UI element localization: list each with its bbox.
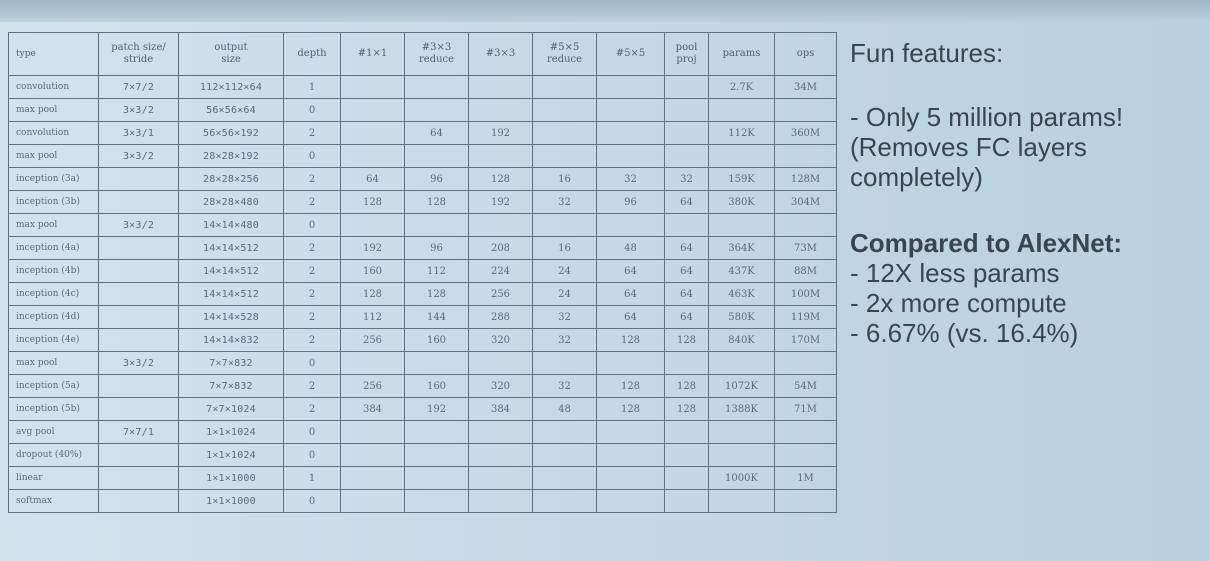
cell-5x5 xyxy=(597,76,665,99)
cell-output-size: 7×7×832 xyxy=(179,352,284,375)
cell-type: inception (5b) xyxy=(9,398,99,421)
cell-output-size: 1×1×1000 xyxy=(179,467,284,490)
cell-type: inception (3b) xyxy=(9,191,99,214)
cell-3x3 xyxy=(469,444,533,467)
cell-params: 1388K xyxy=(709,398,775,421)
notes-title: Fun features: xyxy=(850,38,1004,68)
cell-pool-proj: 64 xyxy=(665,306,709,329)
cell-1x1 xyxy=(341,352,405,375)
cell-params: 463K xyxy=(709,283,775,306)
cell-5x5 xyxy=(597,421,665,444)
table-row xyxy=(9,398,837,421)
cell-3x3-reduce: 160 xyxy=(405,375,469,398)
table-row xyxy=(9,260,837,283)
cell-output-size: 14×14×832 xyxy=(179,329,284,352)
cell-ops: 304M xyxy=(775,191,837,214)
cell-type: inception (4b) xyxy=(9,260,99,283)
cell-5x5 xyxy=(597,352,665,375)
cell-3x3-reduce xyxy=(405,145,469,168)
cell-depth: 1 xyxy=(284,467,341,490)
cell-1x1 xyxy=(341,145,405,168)
cell-5x5 xyxy=(597,145,665,168)
feature-line-3: completely) xyxy=(850,162,983,192)
cell-pool-proj xyxy=(665,421,709,444)
table-row xyxy=(9,329,837,352)
cell-1x1: 192 xyxy=(341,237,405,260)
cell-5x5-reduce xyxy=(533,467,597,490)
cell-depth: 0 xyxy=(284,352,341,375)
cell-type: inception (4d) xyxy=(9,306,99,329)
cell-3x3: 128 xyxy=(469,168,533,191)
cell-pool-proj xyxy=(665,352,709,375)
cell-3x3: 192 xyxy=(469,122,533,145)
cell-params: 159K xyxy=(709,168,775,191)
cell-5x5 xyxy=(597,490,665,513)
cell-depth: 2 xyxy=(284,191,341,214)
cell-pool-proj xyxy=(665,145,709,168)
cell-3x3-reduce xyxy=(405,444,469,467)
cell-1x1: 112 xyxy=(341,306,405,329)
cell-output-size: 1×1×1024 xyxy=(179,421,284,444)
cell-3x3: 192 xyxy=(469,191,533,214)
table-row xyxy=(9,99,837,122)
cell-pool-proj: 64 xyxy=(665,283,709,306)
cell-depth: 2 xyxy=(284,329,341,352)
header-pool-proj: pool proj xyxy=(665,33,709,76)
cell-output-size: 14×14×512 xyxy=(179,260,284,283)
cell-patch-size xyxy=(99,444,179,467)
notes-panel xyxy=(850,38,1202,348)
cell-5x5-reduce: 16 xyxy=(533,237,597,260)
cell-ops: 88M xyxy=(775,260,837,283)
table-row xyxy=(9,444,837,467)
cell-3x3: 320 xyxy=(469,375,533,398)
cell-1x1: 384 xyxy=(341,398,405,421)
cell-3x3 xyxy=(469,145,533,168)
cell-5x5-reduce xyxy=(533,444,597,467)
cell-type: softmax xyxy=(9,490,99,513)
table-row xyxy=(9,214,837,237)
cell-ops xyxy=(775,214,837,237)
header-depth: depth xyxy=(284,33,341,76)
cell-output-size: 14×14×512 xyxy=(179,283,284,306)
cell-pool-proj: 128 xyxy=(665,329,709,352)
cell-3x3-reduce: 112 xyxy=(405,260,469,283)
cell-type: inception (4c) xyxy=(9,283,99,306)
cell-5x5-reduce xyxy=(533,99,597,122)
cell-5x5-reduce: 24 xyxy=(533,283,597,306)
table-row xyxy=(9,283,837,306)
cell-depth: 0 xyxy=(284,99,341,122)
cell-params xyxy=(709,352,775,375)
cell-ops: 34M xyxy=(775,76,837,99)
cell-patch-size: 7×7/1 xyxy=(99,421,179,444)
compare-item-1: - 12X less params xyxy=(850,258,1060,288)
cell-3x3 xyxy=(469,214,533,237)
cell-1x1 xyxy=(341,421,405,444)
cell-5x5-reduce: 24 xyxy=(533,260,597,283)
cell-5x5: 128 xyxy=(597,375,665,398)
cell-1x1 xyxy=(341,467,405,490)
cell-ops: 119M xyxy=(775,306,837,329)
top-band xyxy=(0,0,1210,22)
table-row xyxy=(9,306,837,329)
table-row xyxy=(9,237,837,260)
cell-output-size: 7×7×1024 xyxy=(179,398,284,421)
cell-params: 1000K xyxy=(709,467,775,490)
cell-output-size: 28×28×256 xyxy=(179,168,284,191)
cell-3x3: 320 xyxy=(469,329,533,352)
cell-3x3: 288 xyxy=(469,306,533,329)
cell-1x1: 64 xyxy=(341,168,405,191)
cell-output-size: 14×14×480 xyxy=(179,214,284,237)
cell-5x5 xyxy=(597,122,665,145)
feature-line-1: - Only 5 million params! xyxy=(850,102,1124,132)
cell-5x5-reduce: 32 xyxy=(533,306,597,329)
cell-output-size: 28×28×192 xyxy=(179,145,284,168)
cell-3x3-reduce: 128 xyxy=(405,283,469,306)
cell-5x5-reduce: 32 xyxy=(533,375,597,398)
cell-5x5 xyxy=(597,444,665,467)
cell-patch-size: 3×3/1 xyxy=(99,122,179,145)
cell-params xyxy=(709,490,775,513)
cell-params xyxy=(709,421,775,444)
compare-item-3: - 6.67% (vs. 16.4%) xyxy=(850,318,1079,348)
cell-patch-size xyxy=(99,283,179,306)
cell-5x5 xyxy=(597,214,665,237)
table-row xyxy=(9,76,837,99)
cell-3x3-reduce: 192 xyxy=(405,398,469,421)
cell-patch-size: 3×3/2 xyxy=(99,99,179,122)
cell-pool-proj: 32 xyxy=(665,168,709,191)
cell-3x3-reduce xyxy=(405,490,469,513)
cell-ops xyxy=(775,490,837,513)
cell-1x1 xyxy=(341,490,405,513)
cell-pool-proj xyxy=(665,76,709,99)
table-row xyxy=(9,122,837,145)
cell-depth: 0 xyxy=(284,444,341,467)
cell-patch-size xyxy=(99,260,179,283)
cell-3x3-reduce xyxy=(405,467,469,490)
cell-params: 380K xyxy=(709,191,775,214)
cell-depth: 0 xyxy=(284,214,341,237)
cell-params xyxy=(709,145,775,168)
header-1x1: #1×1 xyxy=(341,33,405,76)
cell-params: 1072K xyxy=(709,375,775,398)
compare-item-2: - 2x more compute xyxy=(850,288,1067,318)
cell-5x5-reduce xyxy=(533,490,597,513)
table-row xyxy=(9,168,837,191)
header-patch-size: patch size/ stride xyxy=(99,33,179,76)
header-ops: ops xyxy=(775,33,837,76)
cell-output-size: 28×28×480 xyxy=(179,191,284,214)
header-output-size: output size xyxy=(179,33,284,76)
header-5x5: #5×5 xyxy=(597,33,665,76)
cell-ops: 170M xyxy=(775,329,837,352)
cell-patch-size: 3×3/2 xyxy=(99,352,179,375)
cell-5x5: 128 xyxy=(597,398,665,421)
cell-pool-proj: 128 xyxy=(665,398,709,421)
cell-3x3-reduce: 160 xyxy=(405,329,469,352)
googlenet-architecture-table-wrap xyxy=(8,32,838,518)
cell-patch-size xyxy=(99,191,179,214)
cell-patch-size xyxy=(99,329,179,352)
cell-3x3-reduce xyxy=(405,352,469,375)
cell-pool-proj: 64 xyxy=(665,260,709,283)
cell-depth: 0 xyxy=(284,490,341,513)
table-row xyxy=(9,421,837,444)
cell-3x3-reduce xyxy=(405,99,469,122)
cell-3x3 xyxy=(469,76,533,99)
cell-3x3 xyxy=(469,490,533,513)
cell-5x5-reduce xyxy=(533,352,597,375)
cell-depth: 2 xyxy=(284,283,341,306)
cell-1x1 xyxy=(341,122,405,145)
cell-params: 364K xyxy=(709,237,775,260)
cell-3x3 xyxy=(469,421,533,444)
cell-params xyxy=(709,444,775,467)
cell-5x5-reduce: 32 xyxy=(533,329,597,352)
cell-pool-proj xyxy=(665,122,709,145)
cell-3x3-reduce xyxy=(405,421,469,444)
cell-pool-proj xyxy=(665,467,709,490)
cell-pool-proj: 128 xyxy=(665,375,709,398)
cell-output-size: 1×1×1024 xyxy=(179,444,284,467)
header-3x3: #3×3 xyxy=(469,33,533,76)
cell-5x5-reduce: 16 xyxy=(533,168,597,191)
table-header-row xyxy=(9,33,837,76)
header-3x3-reduce: #3×3 reduce xyxy=(405,33,469,76)
cell-ops xyxy=(775,99,837,122)
cell-patch-size xyxy=(99,375,179,398)
cell-ops: 100M xyxy=(775,283,837,306)
cell-params xyxy=(709,214,775,237)
cell-5x5: 64 xyxy=(597,306,665,329)
cell-5x5: 64 xyxy=(597,260,665,283)
cell-ops xyxy=(775,444,837,467)
table-row xyxy=(9,375,837,398)
cell-output-size: 14×14×512 xyxy=(179,237,284,260)
cell-5x5-reduce: 48 xyxy=(533,398,597,421)
cell-3x3: 224 xyxy=(469,260,533,283)
cell-3x3 xyxy=(469,467,533,490)
cell-type: dropout (40%) xyxy=(9,444,99,467)
cell-5x5-reduce xyxy=(533,421,597,444)
cell-output-size: 112×112×64 xyxy=(179,76,284,99)
cell-type: max pool xyxy=(9,145,99,168)
cell-patch-size: 3×3/2 xyxy=(99,145,179,168)
cell-patch-size xyxy=(99,237,179,260)
cell-ops: 360M xyxy=(775,122,837,145)
cell-ops: 54M xyxy=(775,375,837,398)
notes-gap xyxy=(850,68,1202,102)
cell-3x3-reduce xyxy=(405,76,469,99)
cell-5x5-reduce xyxy=(533,76,597,99)
cell-type: inception (5a) xyxy=(9,375,99,398)
cell-type: inception (4a) xyxy=(9,237,99,260)
table-row xyxy=(9,191,837,214)
cell-ops xyxy=(775,421,837,444)
cell-1x1: 160 xyxy=(341,260,405,283)
cell-pool-proj xyxy=(665,490,709,513)
cell-5x5 xyxy=(597,467,665,490)
cell-output-size: 56×56×192 xyxy=(179,122,284,145)
cell-type: max pool xyxy=(9,99,99,122)
cell-params: 2.7K xyxy=(709,76,775,99)
cell-patch-size xyxy=(99,168,179,191)
cell-ops: 1M xyxy=(775,467,837,490)
table-row xyxy=(9,145,837,168)
cell-3x3 xyxy=(469,352,533,375)
cell-1x1 xyxy=(341,214,405,237)
cell-depth: 2 xyxy=(284,122,341,145)
cell-ops: 128M xyxy=(775,168,837,191)
cell-type: inception (3a) xyxy=(9,168,99,191)
cell-3x3-reduce: 96 xyxy=(405,237,469,260)
cell-3x3-reduce: 64 xyxy=(405,122,469,145)
header-params: params xyxy=(709,33,775,76)
cell-depth: 0 xyxy=(284,145,341,168)
cell-3x3: 256 xyxy=(469,283,533,306)
cell-1x1 xyxy=(341,444,405,467)
cell-depth: 2 xyxy=(284,260,341,283)
cell-params xyxy=(709,99,775,122)
cell-1x1: 128 xyxy=(341,191,405,214)
cell-5x5-reduce xyxy=(533,214,597,237)
googlenet-architecture-table xyxy=(8,32,837,513)
cell-output-size: 14×14×528 xyxy=(179,306,284,329)
cell-depth: 0 xyxy=(284,421,341,444)
cell-5x5-reduce xyxy=(533,122,597,145)
cell-output-size: 7×7×832 xyxy=(179,375,284,398)
cell-depth: 2 xyxy=(284,375,341,398)
cell-ops: 71M xyxy=(775,398,837,421)
cell-3x3-reduce: 144 xyxy=(405,306,469,329)
cell-pool-proj: 64 xyxy=(665,237,709,260)
cell-params: 580K xyxy=(709,306,775,329)
table-row xyxy=(9,490,837,513)
cell-depth: 2 xyxy=(284,398,341,421)
cell-ops xyxy=(775,145,837,168)
cell-type: convolution xyxy=(9,122,99,145)
cell-depth: 2 xyxy=(284,168,341,191)
cell-ops: 73M xyxy=(775,237,837,260)
cell-depth: 1 xyxy=(284,76,341,99)
cell-5x5-reduce: 32 xyxy=(533,191,597,214)
cell-5x5: 48 xyxy=(597,237,665,260)
cell-1x1: 256 xyxy=(341,329,405,352)
cell-patch-size xyxy=(99,490,179,513)
cell-params: 112K xyxy=(709,122,775,145)
cell-type: inception (4e) xyxy=(9,329,99,352)
cell-patch-size xyxy=(99,306,179,329)
cell-5x5 xyxy=(597,99,665,122)
cell-3x3-reduce: 128 xyxy=(405,191,469,214)
cell-pool-proj xyxy=(665,444,709,467)
cell-3x3-reduce: 96 xyxy=(405,168,469,191)
cell-ops xyxy=(775,352,837,375)
cell-5x5-reduce xyxy=(533,145,597,168)
cell-5x5: 128 xyxy=(597,329,665,352)
cell-1x1: 128 xyxy=(341,283,405,306)
cell-3x3: 384 xyxy=(469,398,533,421)
cell-patch-size: 3×3/2 xyxy=(99,214,179,237)
cell-5x5: 96 xyxy=(597,191,665,214)
cell-5x5: 64 xyxy=(597,283,665,306)
cell-depth: 2 xyxy=(284,306,341,329)
cell-patch-size xyxy=(99,467,179,490)
cell-patch-size xyxy=(99,398,179,421)
cell-3x3 xyxy=(469,99,533,122)
cell-pool-proj xyxy=(665,214,709,237)
cell-type: avg pool xyxy=(9,421,99,444)
cell-depth: 2 xyxy=(284,237,341,260)
cell-pool-proj xyxy=(665,99,709,122)
cell-type: convolution xyxy=(9,76,99,99)
cell-params: 840K xyxy=(709,329,775,352)
cell-5x5: 32 xyxy=(597,168,665,191)
cell-1x1: 256 xyxy=(341,375,405,398)
cell-pool-proj: 64 xyxy=(665,191,709,214)
cell-patch-size: 7×7/2 xyxy=(99,76,179,99)
table-row xyxy=(9,467,837,490)
cell-output-size: 1×1×1000 xyxy=(179,490,284,513)
table-row xyxy=(9,352,837,375)
cell-output-size: 56×56×64 xyxy=(179,99,284,122)
header-5x5-reduce: #5×5 reduce xyxy=(533,33,597,76)
header-type: type xyxy=(9,33,99,76)
cell-1x1 xyxy=(341,76,405,99)
cell-type: max pool xyxy=(9,214,99,237)
table-body xyxy=(9,76,837,513)
cell-type: max pool xyxy=(9,352,99,375)
cell-3x3: 208 xyxy=(469,237,533,260)
cell-1x1 xyxy=(341,99,405,122)
feature-line-2: (Removes FC layers xyxy=(850,132,1087,162)
cell-3x3-reduce xyxy=(405,214,469,237)
compare-title: Compared to AlexNet: xyxy=(850,228,1123,258)
cell-params: 437K xyxy=(709,260,775,283)
cell-type: linear xyxy=(9,467,99,490)
notes-gap xyxy=(850,192,1202,228)
